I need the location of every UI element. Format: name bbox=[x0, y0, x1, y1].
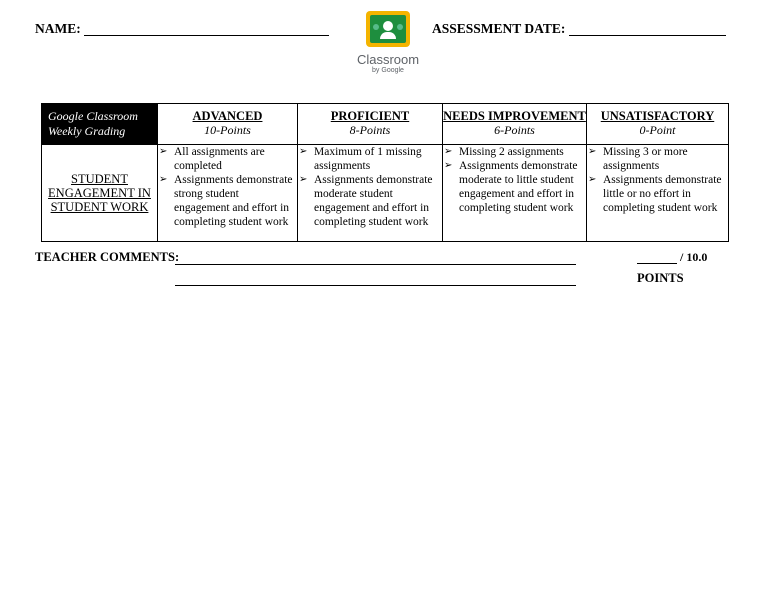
criteria-cell-unsatisfactory bbox=[587, 145, 729, 242]
points-label: POINTS bbox=[637, 271, 684, 285]
level-title: ADVANCED bbox=[192, 109, 263, 123]
criteria-cell-advanced bbox=[158, 145, 298, 242]
level-points: 10-Points bbox=[204, 123, 251, 137]
logo-name: Classroom bbox=[356, 52, 420, 67]
rubric-corner-line2: Weekly Grading bbox=[48, 124, 126, 138]
level-points: 8-Points bbox=[349, 123, 391, 137]
criteria-item: ➢ Assignments demonstrate little or no effort in completing student work bbox=[587, 173, 726, 215]
criteria-item: ➢ All assignments are completed bbox=[158, 145, 295, 173]
google-classroom-icon bbox=[366, 11, 410, 47]
rubric-table bbox=[41, 103, 729, 242]
criteria-cell-needs-improvement bbox=[443, 145, 587, 242]
criteria-cell-proficient bbox=[298, 145, 443, 242]
rubric-criteria-row bbox=[42, 145, 729, 242]
teacher-comments-label: TEACHER COMMENTS: bbox=[35, 250, 180, 264]
assessment-date-label: ASSESSMENT DATE: bbox=[432, 21, 566, 36]
criteria-item: ➢ Missing 3 or more assignments bbox=[587, 145, 726, 173]
criteria-item: ➢ Assignments demonstrate strong student engagement and effort in completing student work bbox=[158, 173, 295, 229]
name-field[interactable] bbox=[84, 35, 329, 36]
level-header-needs-improvement bbox=[443, 104, 587, 145]
rubric-corner-line1: Google Classroom bbox=[48, 109, 138, 123]
level-title: PROFICIENT bbox=[330, 109, 410, 123]
rubric-corner bbox=[42, 104, 158, 145]
logo-sub: by Google bbox=[372, 67, 404, 74]
level-points: 6-Points bbox=[494, 123, 535, 137]
comments-line-2[interactable] bbox=[175, 285, 576, 286]
score-field[interactable] bbox=[637, 263, 677, 264]
comments-line-1[interactable] bbox=[175, 264, 576, 265]
rubric-header-row bbox=[42, 104, 729, 145]
criteria-item: ➢ Missing 2 assignments bbox=[443, 145, 584, 159]
level-header-advanced bbox=[158, 104, 298, 145]
level-title: NEEDS IMPROVEMENT bbox=[443, 109, 586, 123]
assessment-date-field[interactable] bbox=[569, 35, 726, 36]
level-title: UNSATISFACTORY bbox=[600, 109, 715, 123]
criteria-item: ➢ Assignments demonstrate moderate to little student engagement and effort in completing student work bbox=[443, 159, 584, 215]
criterion-label: STUDENT ENGAGEMENT IN STUDENT WORK bbox=[42, 145, 158, 242]
level-points: 0-Point bbox=[639, 123, 676, 137]
score-total: / 10.0 bbox=[680, 250, 708, 264]
criteria-item: ➢ Maximum of 1 missing assignments bbox=[298, 145, 440, 173]
level-header-unsatisfactory bbox=[587, 104, 729, 145]
name-label: NAME: bbox=[35, 21, 81, 36]
criteria-item: ➢ Assignments demonstrate moderate student engagement and effort in completing student work bbox=[298, 173, 440, 229]
level-header-proficient bbox=[298, 104, 443, 145]
